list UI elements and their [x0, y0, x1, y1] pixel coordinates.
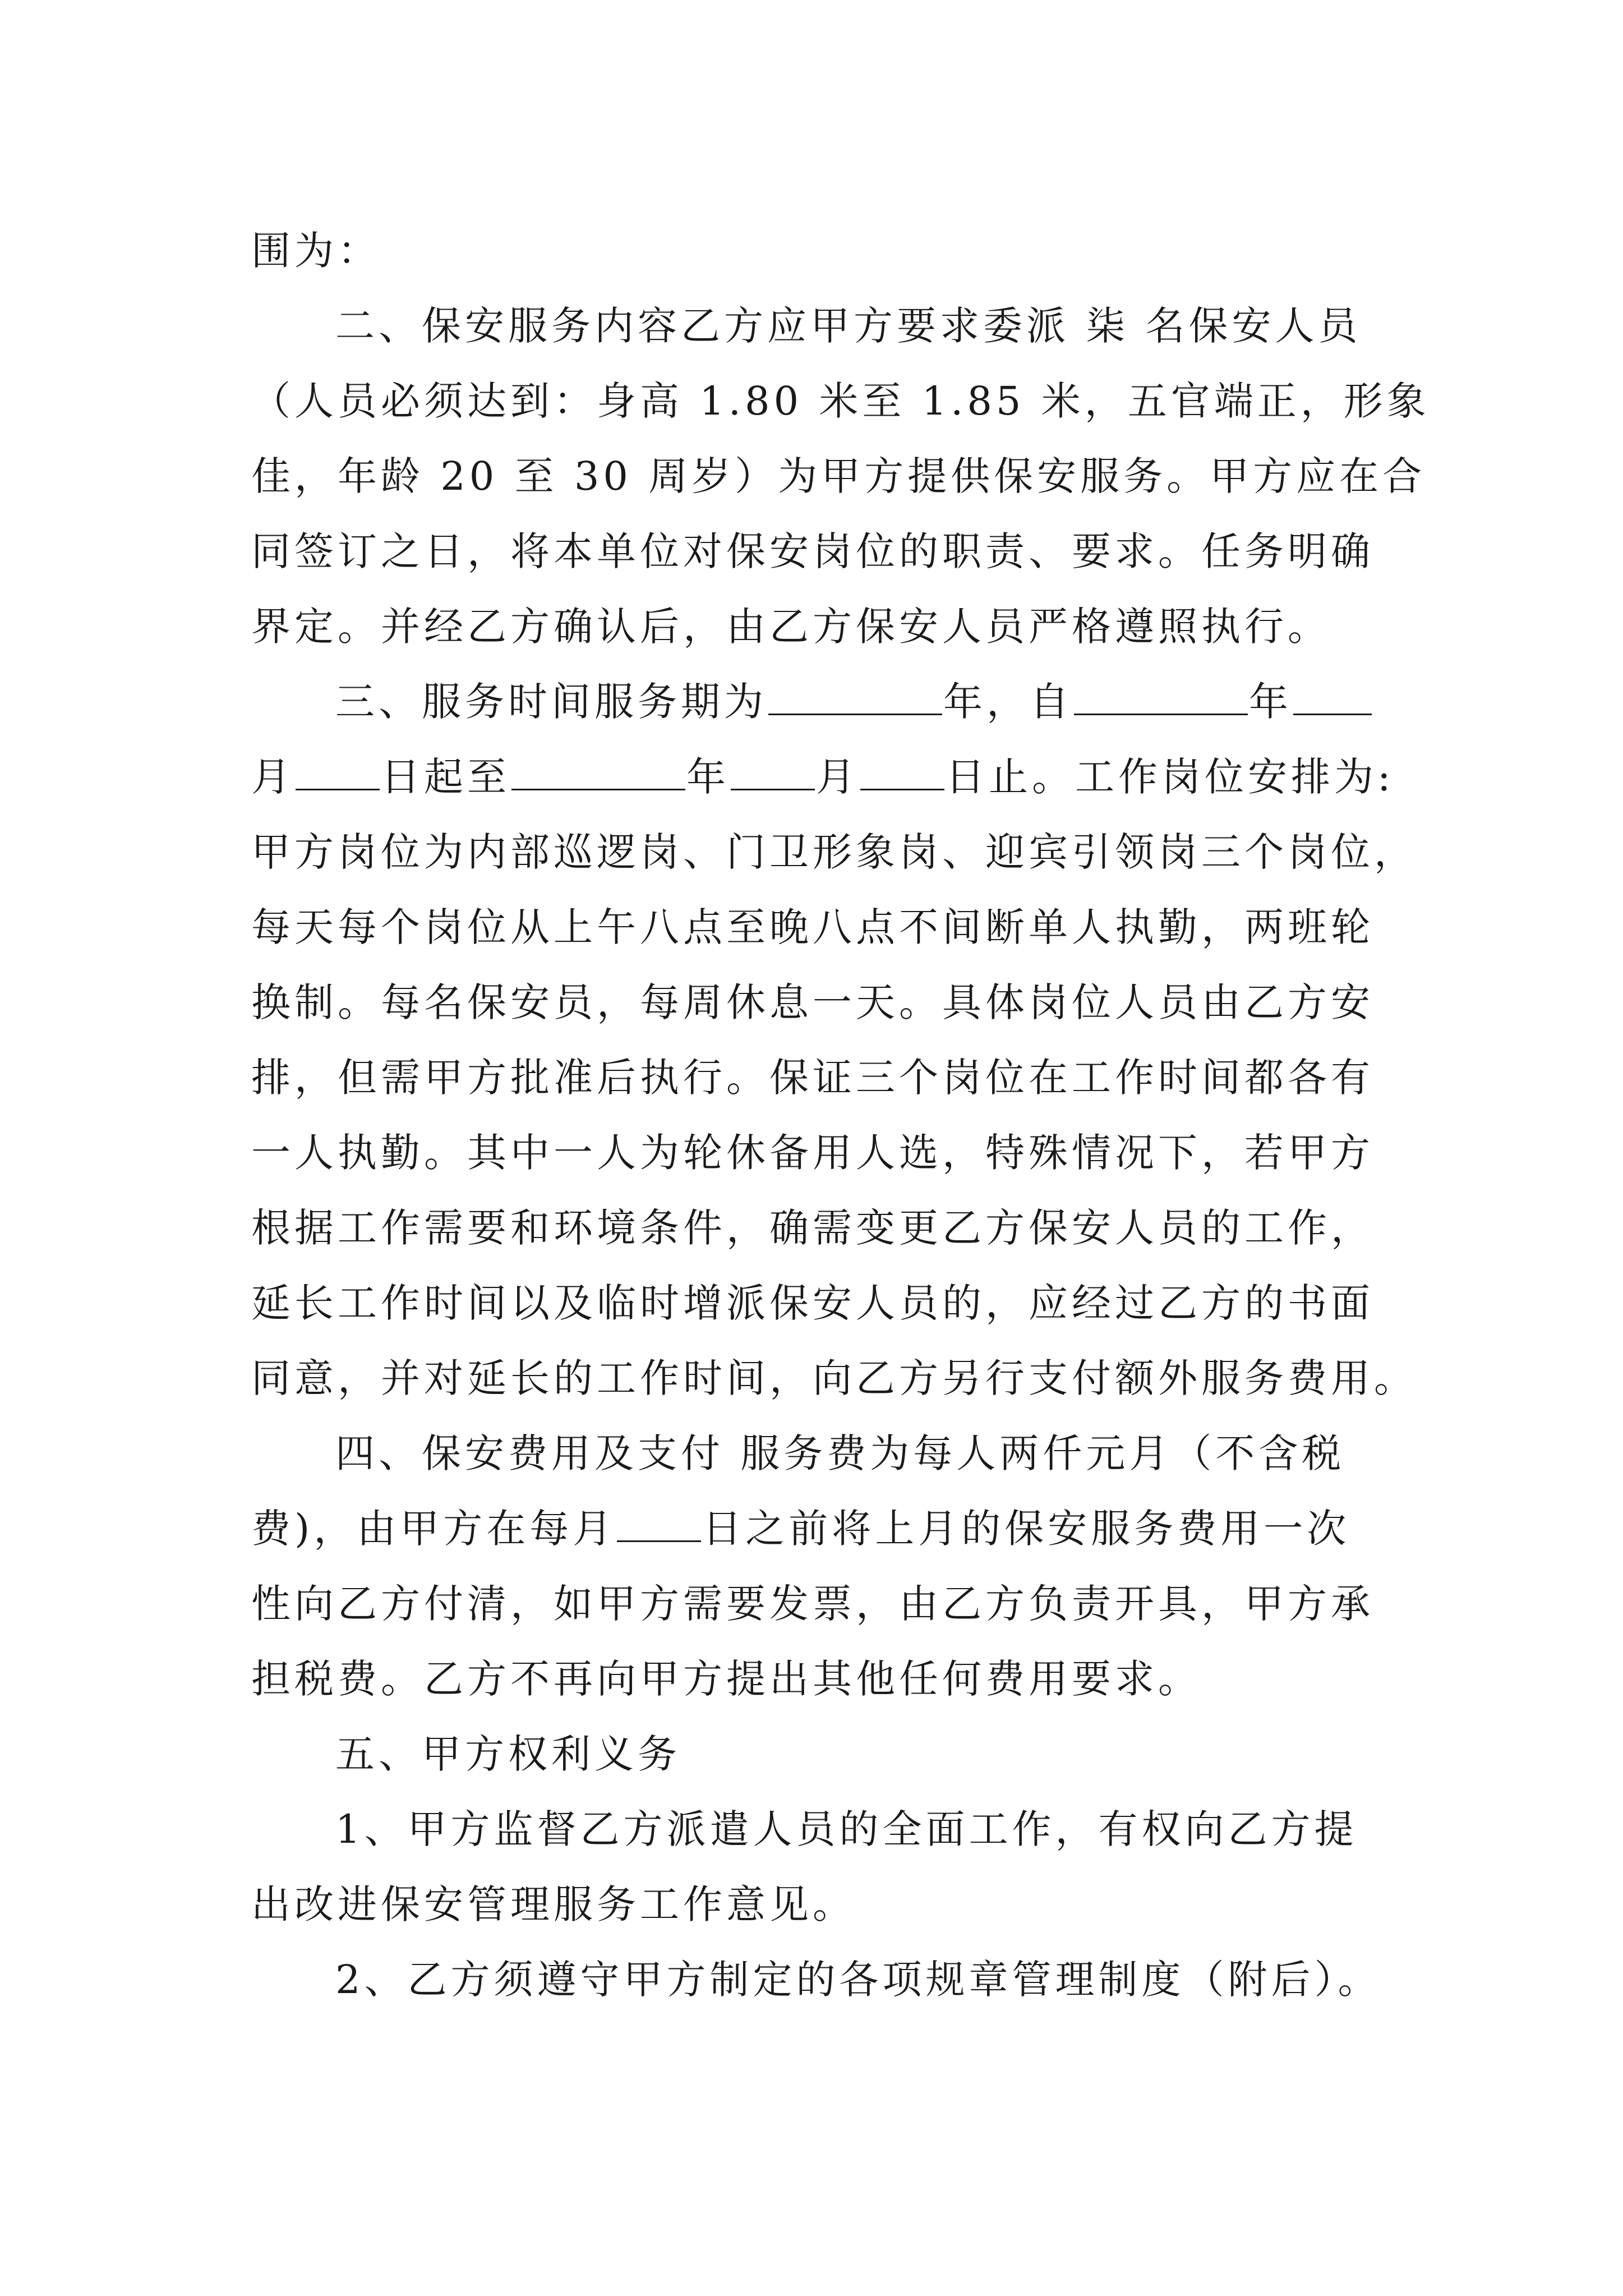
text-line: 佳，年龄 20 至 30 周岁）为甲方提供保安服务。甲方应在合	[251, 453, 1426, 499]
text-line: 出改进保安管理服务工作意见。	[251, 1881, 856, 1927]
clause-item-1: 1、甲方监督乙方派遣人员的全面工作，有权向乙方提	[335, 1806, 1358, 1852]
blank-payment-day	[617, 1506, 701, 1542]
section-heading-service-time	[251, 664, 1407, 739]
text-line: 性向乙方付清，如甲方需要发票，由乙方负责开具，甲方承	[251, 1581, 1374, 1627]
text-segment: 年，自	[943, 679, 1073, 725]
text-segment: 月	[816, 754, 859, 800]
text-line: 界定。并经乙方确认后，由乙方保安人员严格遵照执行。	[251, 604, 1331, 650]
text-line: 排，但需甲方批准后执行。保证三个岗位在工作时间都各有	[251, 1055, 1374, 1101]
text-segment: 日止。工作岗位安排为:	[946, 754, 1395, 800]
text-segment: 年	[1249, 679, 1292, 725]
blank-start-day	[296, 754, 380, 790]
blank-end-month	[731, 754, 815, 790]
text-line: 一人执勤。其中一人为轮休备用人选，特殊情况下，若甲方	[251, 1130, 1374, 1176]
blank-start-year	[1074, 679, 1248, 715]
text-line: 延长工作时间以及临时增派保安人员的，应经过乙方的书面	[251, 1280, 1374, 1326]
clause-item-2: 2、乙方须遵守甲方制定的各项规章管理制度（附后）。	[335, 1957, 1381, 2003]
text-line: 每天每个岗位从上午八点至晚八点不间断单人执勤，两班轮	[251, 904, 1374, 950]
service-time-label: 三、服务时间服务期为	[335, 679, 767, 725]
text-segment: 费)，由甲方在每月	[251, 1506, 616, 1552]
text-line: 担税费。乙方不再向甲方提出其他任何费用要求。	[251, 1656, 1201, 1702]
text-segment: 年	[686, 754, 730, 800]
blank-end-day	[860, 754, 944, 790]
blank-start-month-tail	[1293, 679, 1372, 715]
text-line: 同意，并对延长的工作时间，向乙方另行支付额外服务费用。	[251, 1355, 1417, 1401]
document-page	[251, 213, 1430, 2017]
text-line: 甲方岗位为内部巡逻岗、门卫形象岗、迎宾引领岗三个岗位，	[251, 829, 1417, 875]
blank-term-years	[768, 679, 942, 715]
section-heading-fees: 四、保安费用及支付 服务费为每人两仟元月（不含税	[335, 1430, 1345, 1476]
text-line: 同签订之日，将本单位对保安岗位的职责、要求。任务明确	[251, 528, 1374, 574]
text-line: （人员必须达到：身高 1.80 米至 1.85 米，五官端正，形象	[251, 378, 1430, 424]
text-line	[251, 1491, 1407, 1566]
section-heading-service-content: 二、保安服务内容乙方应甲方要求委派 柒 名保安人员	[335, 303, 1362, 349]
text-line: 根据工作需要和环境条件，确需变更乙方保安人员的工作，	[251, 1205, 1374, 1251]
text-segment: 月	[251, 754, 294, 800]
text-line: 围为：	[251, 228, 381, 274]
text-line: 换制。每名保安员，每周休息一天。具体岗位人员由乙方安	[251, 979, 1374, 1025]
blank-end-year	[511, 754, 685, 790]
section-heading-party-a-rights: 五、甲方权利义务	[335, 1731, 681, 1777]
text-segment: 日起至	[381, 754, 510, 800]
text-segment: 日之前将上月的保安服务费用一次	[702, 1506, 1350, 1552]
text-line	[251, 739, 1407, 815]
